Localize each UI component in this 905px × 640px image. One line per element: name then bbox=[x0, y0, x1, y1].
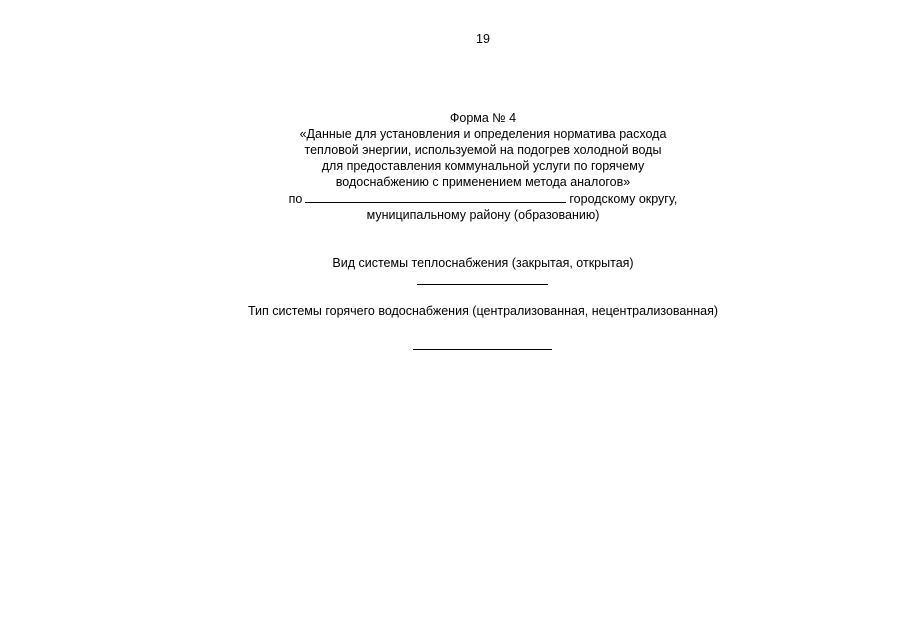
by-prefix: по bbox=[288, 192, 303, 206]
municipality-blank-field[interactable] bbox=[305, 190, 566, 203]
form-subtitle-line-3: для предоставления коммунальной услуги по горячему bbox=[321, 159, 645, 173]
municipality-line bbox=[0, 190, 905, 207]
page-number: 19 bbox=[476, 32, 490, 46]
by-suffix: городскому округу, bbox=[569, 192, 678, 206]
heat-system-blank-field[interactable] bbox=[417, 284, 548, 285]
heat-system-label: Вид системы теплоснабжения (закрытая, открытая) bbox=[332, 256, 634, 270]
form-title-block bbox=[0, 110, 905, 223]
form-subtitle-line-1: «Данные для установления и определения норматива расхода bbox=[299, 127, 667, 141]
hot-water-system-blank-field[interactable] bbox=[413, 349, 552, 350]
form-subtitle-line-2: тепловой энергии, используемой на подогрев холодной воды bbox=[304, 143, 662, 157]
form-title: Форма № 4 bbox=[449, 111, 517, 125]
hot-water-system-label: Тип системы горячего водоснабжения (централизованная, нецентрализованная) bbox=[247, 304, 719, 318]
form-subtitle-line-4: водоснабжению с применением метода аналогов» bbox=[335, 175, 631, 189]
municipal-district-line: муниципальному району (образованию) bbox=[366, 208, 600, 222]
